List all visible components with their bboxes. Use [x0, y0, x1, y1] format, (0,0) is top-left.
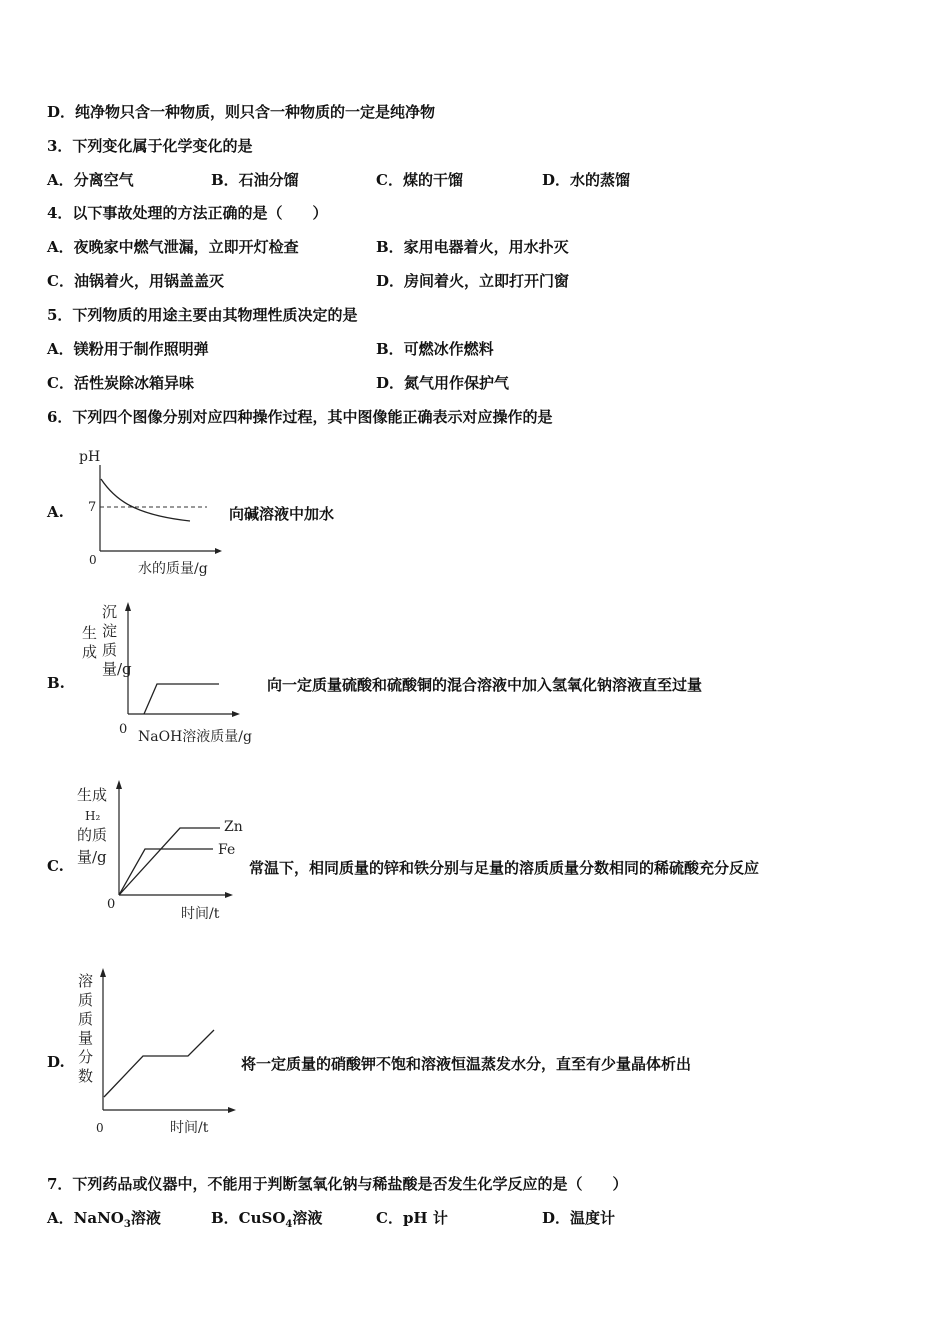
graph-a-caption: 向碱溶液中加水: [229, 505, 335, 523]
q5-stem: 5．下列物质的用途主要由其物理性质决定的是: [47, 306, 358, 324]
graph-d-xlabel: 时间/t: [170, 1120, 209, 1136]
graph-c-series-fe: Fe: [218, 842, 236, 858]
graph-a-xlabel: 水的质量/g: [138, 561, 208, 577]
q7-option-a: [47, 1208, 161, 1235]
q4-option-c: C．油锅着火，用锅盖盖灭: [47, 272, 224, 290]
q6-stem: 6．下列四个图像分别对应四种操作过程，其中图像能正确表示对应操作的是: [47, 408, 553, 426]
q7-stem: 7．下列药品或仪器中，不能用于判断氢氧化钠与稀盐酸是否发生化学反应的是（ ）: [47, 1175, 628, 1193]
q3-option-b: B．石油分馏: [211, 171, 299, 189]
q6-option-b-letter: B.: [47, 674, 65, 692]
q6-option-a-letter: A.: [47, 503, 64, 521]
graph-a-origin: 0: [89, 553, 97, 567]
graph-c-xlabel: 时间/t: [181, 906, 220, 922]
q7-option-a-sub: 3: [123, 1219, 131, 1230]
q7-option-b-suffix: 溶液: [292, 1209, 323, 1227]
graph-b-origin: 0: [119, 722, 128, 737]
q7-option-a-suffix: 溶液: [130, 1209, 161, 1227]
graph-a-ylabel: pH: [79, 449, 101, 465]
q7-option-b: [211, 1208, 322, 1235]
graph-b-caption: 向一定质量硫酸和硫酸铜的混合溶液中加入氢氧化钠溶液直至过量: [267, 676, 703, 694]
graph-c-caption: 常温下，相同质量的锌和铁分别与足量的溶质质量分数相同的稀硫酸充分反应: [249, 859, 760, 877]
q6-option-d-letter: D.: [47, 1053, 65, 1071]
q5-option-c: C．活性炭除冰箱异味: [47, 374, 194, 392]
graph-b-xlabel: NaOH溶液质量/g: [138, 729, 252, 745]
q5-option-b: B．可燃冰作燃料: [376, 340, 494, 358]
q4-option-d: D．房间着火，立即打开门窗: [376, 272, 570, 290]
q2-option-d: D．纯净物只含一种物质，则只含一种物质的一定是纯净物: [47, 103, 436, 121]
graph-d-ylabel: 溶质质量分数: [78, 972, 94, 1085]
graph-b-ylabel-right: 沉淀质量/g: [102, 603, 132, 678]
q4-stem: 4．以下事故处理的方法正确的是（ ）: [47, 204, 328, 222]
graph-b-ylabel-left: 生成: [82, 624, 98, 661]
graph-c-ylabel-b: 量/g: [77, 848, 107, 866]
q7-option-b-sub: 4: [285, 1219, 293, 1230]
q7-option-c: C．pH 计: [376, 1209, 448, 1227]
q7-option-d: D．温度计: [542, 1209, 616, 1227]
q7-option-b-text: B．CuSO: [211, 1209, 286, 1227]
graph-d-origin: 0: [96, 1121, 104, 1135]
q7-option-a-text: A．NaNO: [47, 1209, 124, 1227]
q5-option-a: A．镁粉用于制作照明弹: [47, 340, 209, 358]
q4-option-b: B．家用电器着火，用水扑灭: [376, 238, 569, 256]
graph-d-curve: [104, 1030, 214, 1097]
graph-a-ref-tick: 7: [88, 500, 97, 515]
graph-d-caption: 将一定质量的硝酸钾不饱和溶液恒温蒸发水分，直至有少量晶体析出: [241, 1055, 692, 1073]
q3-option-c: C．煤的干馏: [376, 171, 463, 189]
graph-c-origin: 0: [107, 897, 116, 912]
q6-option-c-letter: C.: [47, 857, 64, 875]
q3-option-a: A．分离空气: [47, 171, 134, 189]
graph-c-ylabel-a: 的质: [77, 826, 108, 844]
q5-option-d: D．氮气用作保护气: [376, 374, 510, 392]
graph-d-x-arrow: [228, 1107, 236, 1113]
graph-c-ylabel-h2: H₂: [85, 809, 101, 823]
graph-d-y-arrow: [100, 968, 106, 977]
graph-c-series-zn: Zn: [224, 819, 243, 835]
q3-stem: 3．下列变化属于化学变化的是: [47, 137, 253, 155]
graph-c-ylabel-top: 生成: [77, 786, 108, 804]
q3-option-d: D．水的蒸馏: [542, 171, 631, 189]
q4-option-a: A．夜晚家中燃气泄漏，立即开灯检查: [47, 238, 299, 256]
